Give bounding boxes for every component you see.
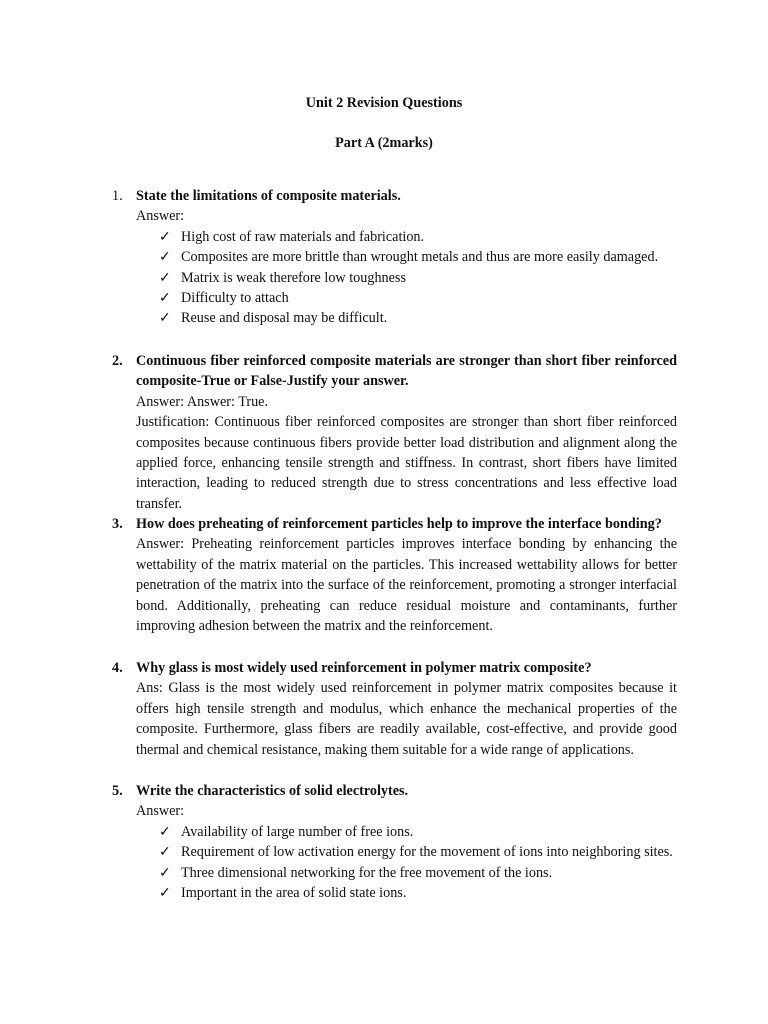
question-text: How does preheating of reinforcement particles help to improve the interface bonding? [136,516,662,532]
check-icon: ✓ [159,885,171,902]
question-text: Continuous fiber reinforced composite materials are stronger than short fiber reinforced composite-True or False-Justify your answer. [136,353,677,390]
question-text: Write the characteristics of solid electrolytes. [136,783,409,799]
list-item: ✓ High cost of raw materials and fabrication. [136,227,677,247]
list-item: ✓ Availability of large number of free ions. [136,822,677,842]
answer-text: Answer: Answer: True. [136,393,269,410]
question-text: Why glass is most widely used reinforcement in polymer matrix composite? [136,660,592,676]
part-heading: Part A (2marks) [335,135,433,151]
question-number: 2. [112,353,123,369]
answer-text: Answer: Preheating reinforcement particles improves interface bonding by enhancing the wettability of the matrix material on the particles. This increased wettability allows for better penetration of the matrix into the surface of the reinforcement, promoting a stronger interfacial bond. Additionally, preheating can reduce residual moisture and contaminants, further improving adhesion between the matrix and the reinforcement. [136,536,677,635]
answer-text: Ans: Glass is the most widely used reinforcement in polymer matrix composites because it offers high tensile strength and modulus, which enhance the mechanical properties of the composite. Furthermore, glass fibers are readily available, cost-effective, and provide good thermal and chemical resistance, making them suitable for a wide range of applications. [136,680,677,758]
list-item: ✓ Reuse and disposal may be difficult. [136,308,677,328]
check-icon: ✓ [159,249,171,266]
check-icon: ✓ [159,844,171,861]
list-item: ✓ Composites are more brittle than wrought metals and thus are more easily damaged. [136,247,677,267]
question-2 [112,351,677,514]
question-3 [112,514,677,636]
list-item: ✓ Important in the area of solid state ions. [136,883,677,903]
question-5 [112,781,677,903]
question-1 [112,186,677,329]
document-title: Unit 2 Revision Questions [305,95,463,111]
question-text: State the limitations of composite materials. [136,188,401,204]
justification-text: Justification: Continuous fiber reinforced composites are stronger than short fiber reinforced composites because continuous fibers provide better load distribution and alignment along the applied force, enhancing tensile strength and stiffness. In contrast, short fibers have limited interaction, leading to reduced strength due to stress concentrations and less effective load transfer. [136,414,677,512]
check-icon: ✓ [159,310,171,327]
question-number: 4. [112,660,123,676]
list-item: ✓ Matrix is weak therefore low toughness [136,268,677,288]
check-icon: ✓ [159,228,171,245]
check-icon: ✓ [159,290,171,307]
answer-list [136,822,677,904]
question-number: 1. [112,188,123,204]
check-icon: ✓ [159,864,171,881]
answer-list [136,227,677,329]
question-number: 3. [112,516,123,532]
check-icon: ✓ [159,269,171,286]
list-item: ✓ Difficulty to attach [136,288,677,308]
list-item: ✓ Requirement of low activation energy for the movement of ions into neighboring sites. [136,842,677,862]
check-icon: ✓ [159,823,171,840]
answer-label: Answer: [136,803,185,820]
list-item: ✓ Three dimensional networking for the free movement of the ions. [136,863,677,883]
answer-label: Answer: [136,208,185,225]
question-number: 5. [112,783,123,799]
question-4 [112,658,677,760]
